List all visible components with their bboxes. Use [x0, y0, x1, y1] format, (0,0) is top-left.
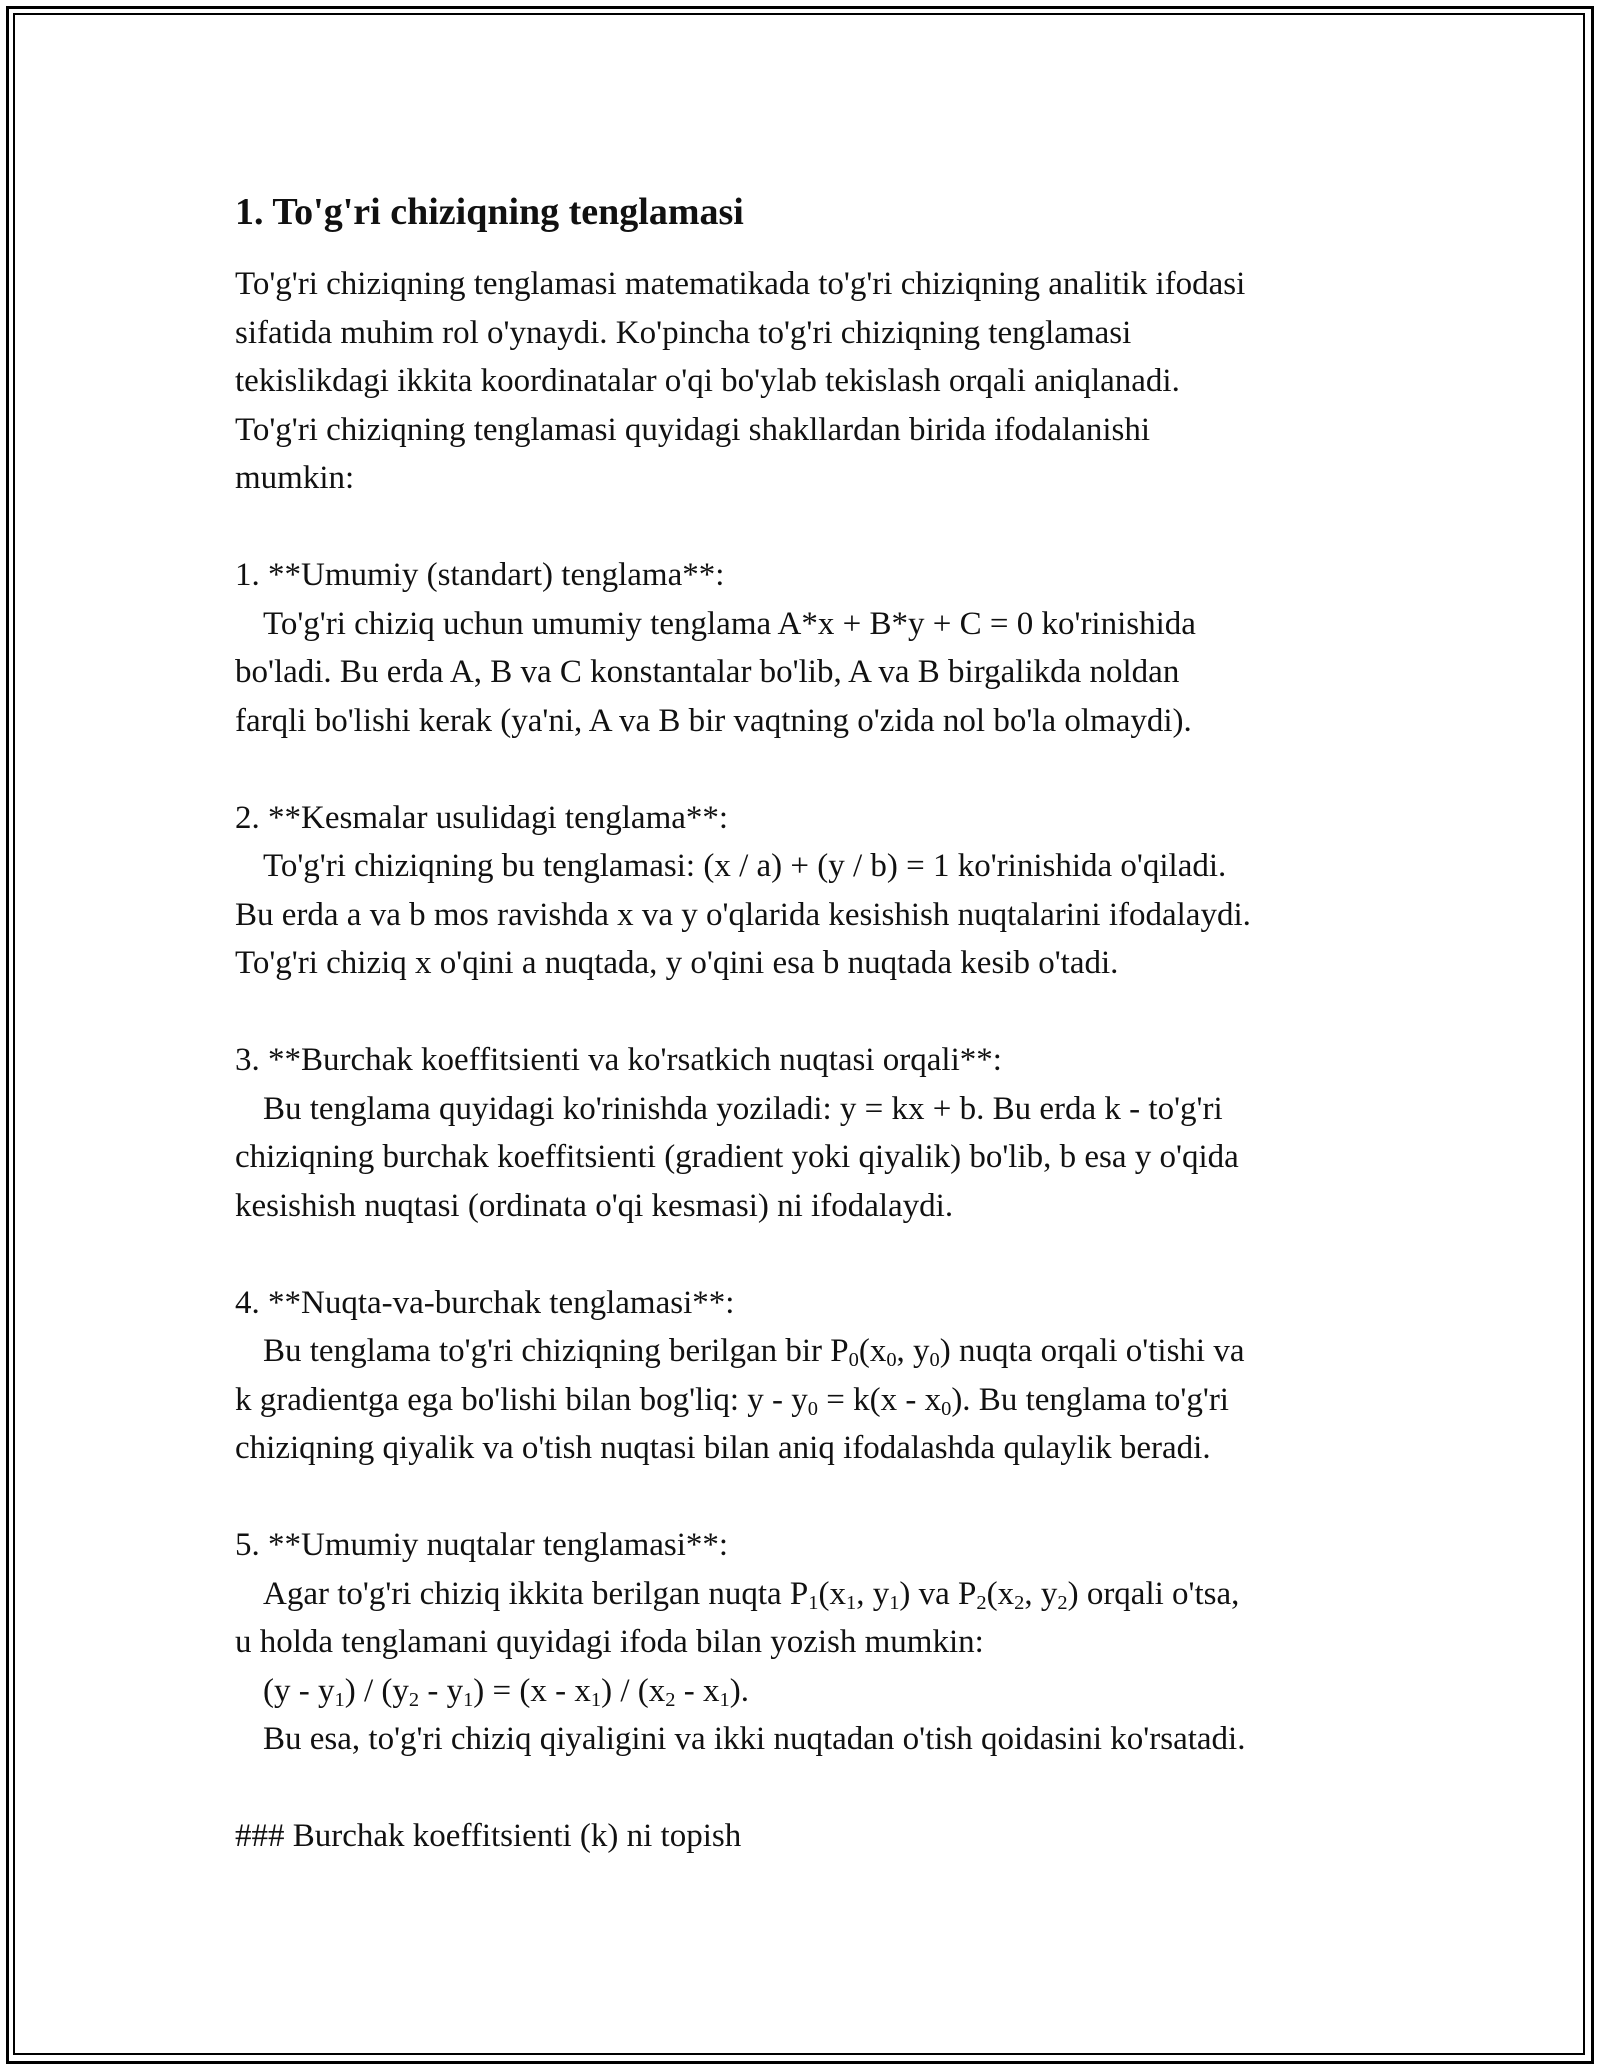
text-run: ) va P [899, 1575, 977, 1612]
subscript: 2 [1014, 1591, 1025, 1614]
section-line: Bu tenglama quyidagi ko'rinishda yoziladi: y = kx + b. Bu erda k - to'g'ri [263, 1090, 1223, 1127]
intro-paragraph [235, 260, 1375, 503]
text-run: k gradientga ega bo'lishi bilan bog'liq: y - y [235, 1381, 808, 1418]
section-line [235, 1327, 1375, 1376]
page-title: 1. To'g'ri chiziqning tenglamasi [235, 191, 744, 233]
text-run: - y [419, 1672, 464, 1709]
subscript: 1 [334, 1688, 345, 1711]
section-heading: 1. **Umumiy (standart) tenglama**: [235, 557, 725, 593]
intro-line: To'g'ri chiziqning tenglamasi quyidagi shakllardan birida ifodalanishi [235, 411, 1151, 448]
section-line: farqli bo'lishi kerak (ya'ni, A va B bir vaqtning o'zida nol bo'la olmaydi). [235, 702, 1192, 739]
intro-line: tekislikdagi ikkita koordinatalar o'qi bo'ylab tekislash orqali aniqlanadi. [235, 363, 1180, 399]
section-heading: 4. **Nuqta-va-burchak tenglamasi**: [235, 1284, 735, 1321]
intro-line: mumkin: [235, 460, 355, 496]
text-run: ) / (x [601, 1672, 666, 1709]
section-line [235, 1570, 1375, 1619]
section-line: chiziqning qiyalik va o'tish nuqtasi bilan aniq ifodalashda qulaylik beradi. [235, 1430, 1211, 1466]
section-line [235, 1376, 1375, 1425]
text-run: Agar to'g'ri chiziq ikkita berilgan nuqta P [263, 1575, 809, 1612]
section-slope-intercept [235, 1036, 1375, 1230]
subscript: 0 [941, 1397, 952, 1420]
subscript: 2 [976, 1591, 987, 1614]
section-line: To'g'ri chiziq uchun umumiy tenglama A*x + B*y + C = 0 ko'rinishida [263, 605, 1196, 642]
section-heading: 3. **Burchak koeffitsienti va ko'rsatkich nuqtasi orqali**: [235, 1042, 1002, 1078]
text-run: ) = (x - x [473, 1672, 591, 1709]
subscript: 2 [1057, 1591, 1068, 1614]
text-run: (x [818, 1575, 846, 1612]
section-line: u holda tenglamani quyidagi ifoda bilan yozish mumkin: [235, 1624, 984, 1660]
blank-line [235, 988, 1375, 1037]
section-point-slope [235, 1279, 1375, 1473]
section-two-point [235, 1521, 1375, 1764]
subscript: 2 [665, 1688, 676, 1711]
subscript: 0 [807, 1397, 818, 1420]
text-run: ). [729, 1672, 749, 1709]
section-general-equation [235, 551, 1375, 745]
text-run: , y [856, 1575, 890, 1612]
subscript: 2 [408, 1688, 420, 1711]
section-intercept-equation [235, 794, 1375, 988]
text-run: (x [986, 1575, 1015, 1612]
text-run: ) orqali o'tsa, [1067, 1575, 1240, 1612]
formula-line [235, 1667, 1375, 1716]
text-run: (x [858, 1333, 887, 1369]
text-run: = k(x - x [818, 1381, 942, 1418]
section-heading: 5. **Umumiy nuqtalar tenglamasi**: [235, 1527, 729, 1563]
subscript: 0 [929, 1349, 940, 1372]
document-body [235, 260, 1375, 1861]
section-line: Bu erda a va b mos ravishda x va y o'qlarida kesishish nuqtalarini ifodalaydi. [235, 896, 1251, 933]
subscript: 1 [808, 1591, 819, 1614]
blank-line [235, 1764, 1375, 1813]
subscript: 1 [463, 1688, 474, 1711]
text-run: , y [1024, 1575, 1058, 1612]
subscript: 1 [845, 1591, 857, 1614]
section-heading: 2. **Kesmalar usulidagi tenglama**: [235, 799, 729, 836]
blank-line [235, 1230, 1375, 1279]
subheading-slope-finding: ### Burchak koeffitsienti (k) ni topish [235, 1818, 742, 1854]
section-line: bo'ladi. Bu erda A, B va C konstantalar bo'lib, A va B birgalikda noldan [235, 654, 1180, 690]
text-run: ) / (y [344, 1672, 409, 1709]
document-page [235, 188, 1375, 1861]
text-run: (y - y [263, 1672, 335, 1709]
section-line: chiziqning burchak koeffitsienti (gradient yoki qiyalik) bo'lib, b esa y o'qida [235, 1139, 1239, 1175]
intro-line: sifatida muhim rol o'ynaydi. Ko'pincha to'g'ri chiziqning tenglamasi [235, 314, 1132, 351]
section-line: kesishish nuqtasi (ordinata o'qi kesmasi) ni ifodalaydi. [235, 1187, 954, 1224]
blank-line [235, 1473, 1375, 1522]
intro-line: To'g'ri chiziqning tenglamasi matematikada to'g'ri chiziqning analitik ifodasi [235, 266, 1246, 302]
text-run: ). Bu tenglama to'g'ri [951, 1381, 1229, 1418]
text-run: ) nuqta orqali o'tishi va [939, 1333, 1245, 1369]
text-run: , y [896, 1333, 930, 1369]
blank-line [235, 503, 1375, 552]
section-line: To'g'ri chiziqning bu tenglamasi: (x / a) + (y / b) = 1 ko'rinishida o'qiladi. [263, 848, 1227, 884]
subscript: 1 [719, 1688, 730, 1711]
blank-line [235, 745, 1375, 794]
text-run: Bu tenglama to'g'ri chiziqning berilgan bir P [263, 1333, 849, 1369]
subscript: 0 [886, 1349, 897, 1372]
subscript: 0 [848, 1349, 859, 1372]
section-line: To'g'ri chiziq x o'qini a nuqtada, y o'qini esa b nuqtada kesib o'tadi. [235, 945, 1119, 981]
subscript: 1 [889, 1591, 900, 1614]
subscript: 1 [590, 1688, 602, 1711]
text-run: - x [675, 1672, 720, 1709]
section-line: Bu esa, to'g'ri chiziq qiyaligini va ikki nuqtadan o'tish qoidasini ko'rsatadi. [263, 1721, 1246, 1757]
